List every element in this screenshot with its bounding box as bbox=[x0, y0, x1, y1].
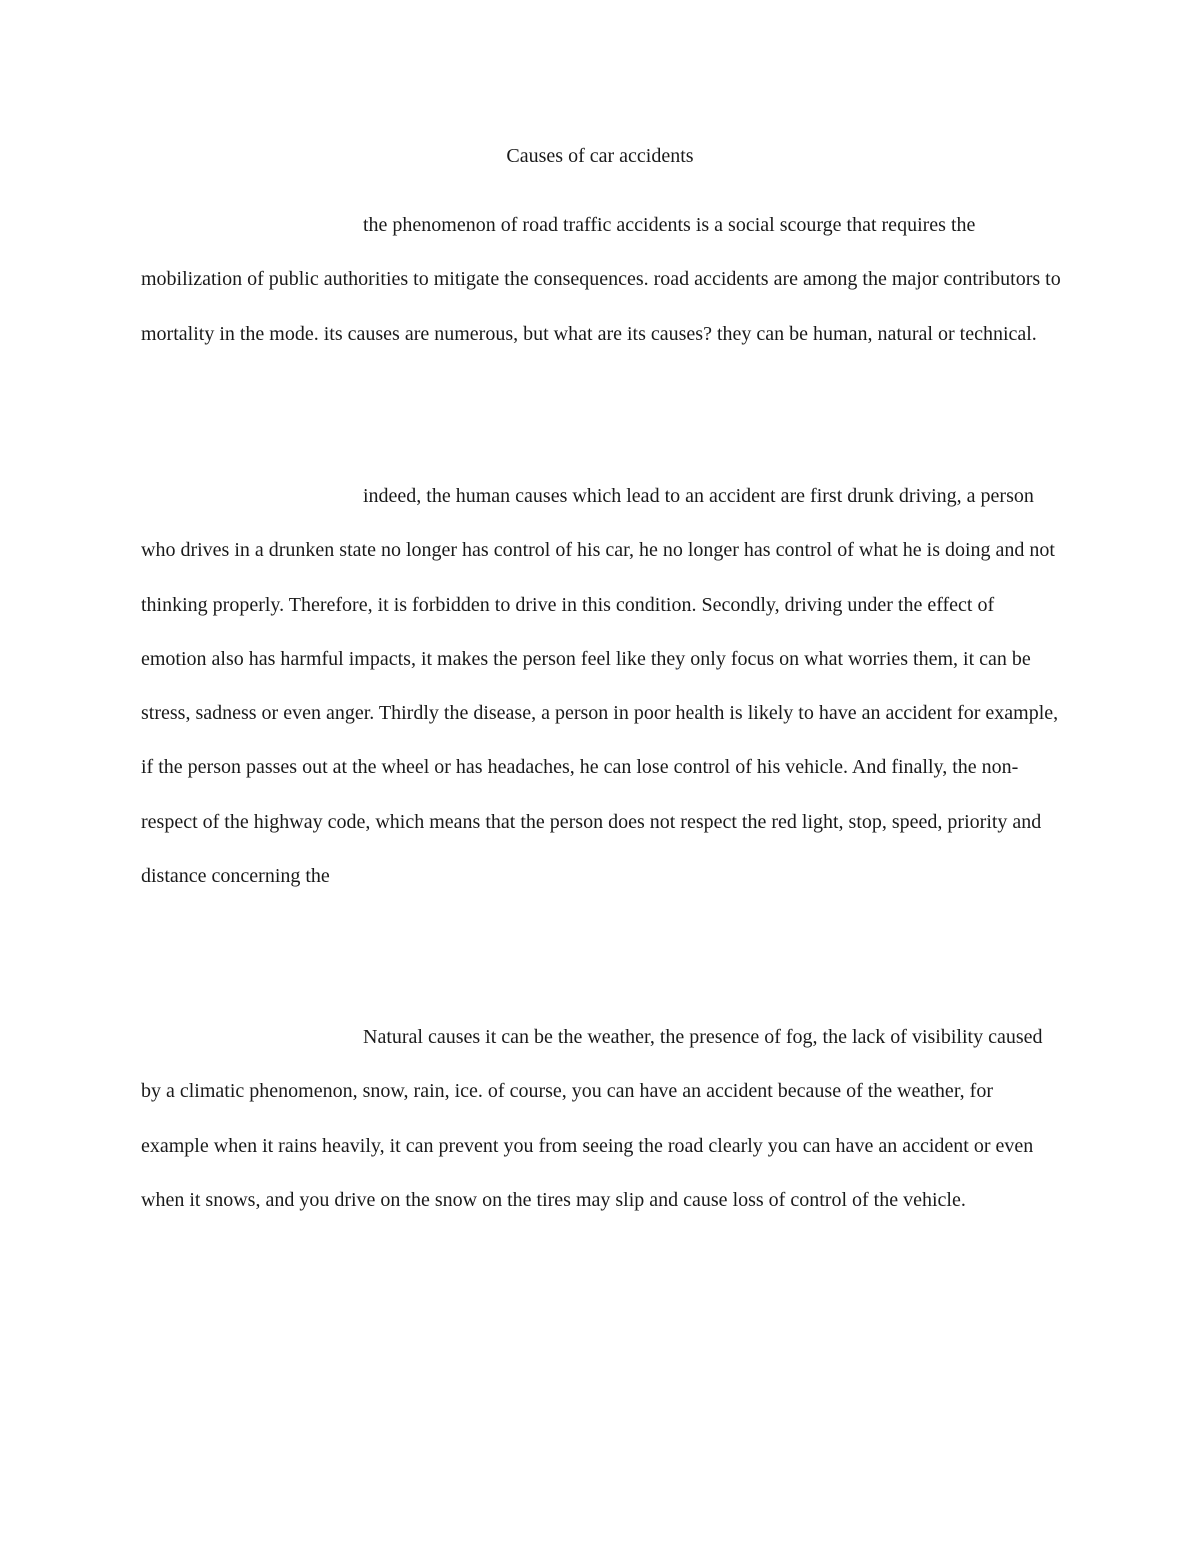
paragraph-human-causes: indeed, the human causes which lead to an accident are first drunk driving, a person who drives in a drunken state no longer has control of his car, he no longer has control of what he is doing and not thinking properly. Therefore, it is forbidden to drive in this condition. Secondly, driving under the effect of emotion also has harmful impacts, it makes the person feel like they only focus on what worries them, it can be stress, sadness or even anger. Thirdly the disease, a person in poor health is likely to have an accident for example, if the person passes out at the wheel or has headaches, he can lose control of his vehicle. And finally, the non-respect of the highway code, which means that the person does not respect the red light, stop, speed, priority and distance concerning the bbox=[141, 485, 1059, 888]
paragraph-introduction: the phenomenon of road traffic accidents is a social scourge that requires the mobilization of public authorities to mitigate the consequences. road accidents are among the major contributors to mortality in the mode. its causes are numerous, but what are its causes? they can be human, natural or technical. bbox=[141, 214, 1061, 345]
document-title: Causes of car accidents bbox=[506, 145, 694, 167]
paragraph-natural-causes: Natural causes it can be the weather, the presence of fog, the lack of visibility caused by a climatic phenomenon, snow, rain, ice. of course, you can have an accident because of the weather, for example when it rains heavily, it can prevent you from seeing the road clearly you can have an accident or even when it snows, and you drive on the snow on the tires may slip and cause loss of control of the vehicle. bbox=[141, 1026, 1043, 1211]
